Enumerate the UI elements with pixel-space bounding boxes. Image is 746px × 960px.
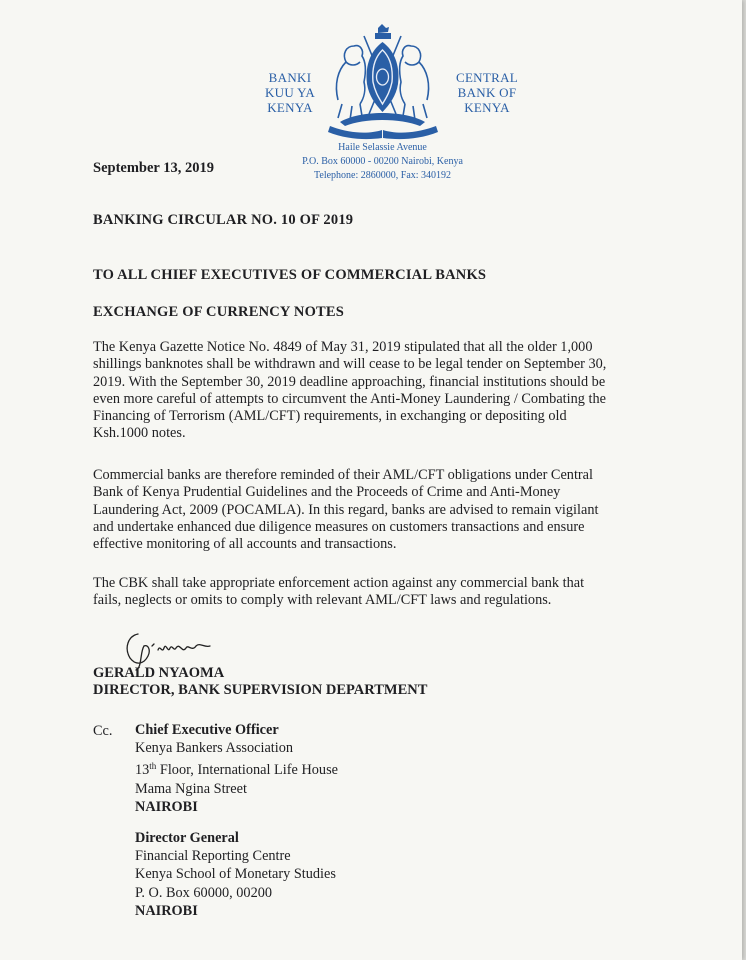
recipient-title: Director General — [135, 830, 239, 846]
bank-name-english — [450, 70, 524, 115]
paragraph-line: Ksh.1000 notes. — [93, 425, 186, 442]
recipient-title: Chief Executive Officer — [135, 722, 279, 738]
cc-label: Cc. — [93, 723, 113, 739]
bank-name-line: BANKI — [268, 70, 312, 85]
paragraph-line: Bank of Kenya Prudential Guidelines and the Proceeds of Crime and Anti-Money — [93, 484, 561, 501]
addressee-heading: TO ALL CHIEF EXECUTIVES OF COMMERCIAL BANKS — [93, 267, 487, 283]
body-paragraph-2 — [93, 467, 693, 553]
bank-name-line: KENYA — [267, 100, 313, 115]
body-paragraph-1 — [93, 339, 693, 443]
bank-name-line: KUU YA — [264, 85, 316, 100]
signatory-title: DIRECTOR, BANK SUPERVISION DEPARTMENT — [93, 682, 428, 698]
paragraph-line: shillings banknotes shall be withdrawn and will cease to be legal tender on September 30, — [93, 356, 607, 373]
paragraph-line: 2019. With the September 30, 2019 deadline approaching, financial institutions should be — [93, 373, 606, 390]
body-paragraph-3 — [93, 575, 693, 610]
bank-name-line: BANK OF — [457, 85, 517, 100]
cc-recipient-1 — [135, 721, 338, 816]
paragraph-line: Laundering Act, 2009 (POCAMLA). In this regard, banks are advised to remain vigilant — [93, 501, 599, 518]
coat-of-arms-crest-icon — [320, 22, 445, 140]
letter-date: September 13, 2019 — [93, 160, 214, 176]
bank-address — [270, 141, 495, 183]
floor-building: Floor, International Life House — [156, 762, 338, 779]
floor-number: 13 — [135, 762, 150, 779]
paragraph-line: and undertake enhanced due diligence measures on customers transactions and ensure — [93, 518, 585, 535]
address-street: Haile Selassie Avenue — [338, 142, 427, 153]
paragraph-line: fails, neglects or omits to comply with relevant AML/CFT laws and regulations. — [93, 592, 552, 609]
circular-title: BANKING CIRCULAR NO. 10 OF 2019 — [93, 212, 354, 228]
address-telephone: Telephone: 2860000, Fax: 340192 — [313, 170, 452, 181]
recipient-city: NAIROBI — [135, 798, 198, 815]
recipient-org: Kenya Bankers Association — [135, 740, 294, 757]
recipient-school: Kenya School of Monetary Studies — [135, 866, 336, 883]
paragraph-line: Financing of Terrorism (AML/CFT) requirements, in exchanging or depositing old — [93, 408, 567, 425]
recipient-floor — [135, 757, 338, 779]
paragraph-line: The Kenya Gazette Notice No. 4849 of May 31, 2019 stipulated that all the older 1,000 — [93, 339, 593, 355]
bank-name-swahili — [258, 70, 322, 115]
paragraph-line: even more careful of attempts to circumvent the Anti-Money Laundering / Combating the — [93, 390, 606, 407]
address-pobox: P.O. Box 60000 - 00200 Nairobi, Kenya — [302, 156, 463, 167]
paragraph-line: Commercial banks are therefore reminded of their AML/CFT obligations under Central — [93, 467, 593, 483]
paragraph-line: effective monitoring of all accounts and transactions. — [93, 536, 397, 553]
recipient-street: Mama Ngina Street — [135, 780, 247, 797]
subject-heading: EXCHANGE OF CURRENCY NOTES — [93, 304, 345, 320]
bank-name-line: KENYA — [464, 100, 510, 115]
cc-recipient-2 — [135, 829, 336, 920]
paragraph-line: The CBK shall take appropriate enforcement action against any commercial bank that — [93, 575, 585, 591]
recipient-city: NAIROBI — [135, 902, 198, 919]
recipient-org: Financial Reporting Centre — [135, 848, 291, 865]
bank-name-line: CENTRAL — [455, 70, 519, 85]
signatory-name: GERALD NYAOMA — [93, 665, 225, 681]
floor-ordinal: th — [149, 761, 157, 772]
recipient-pobox: P. O. Box 60000, 00200 — [135, 884, 273, 901]
